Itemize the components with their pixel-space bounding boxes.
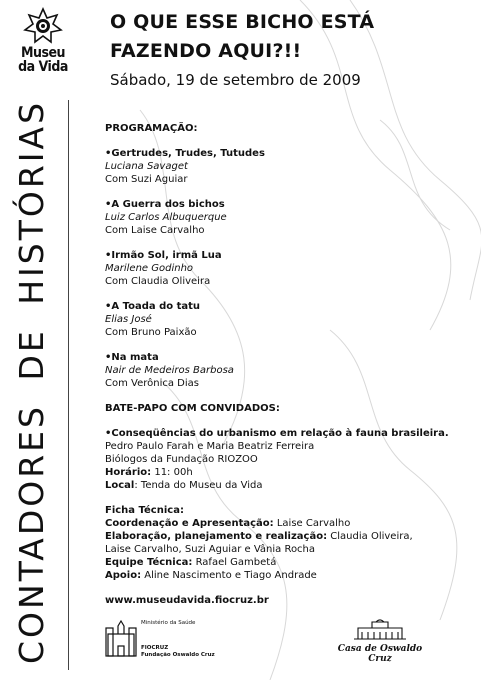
story-title: •A Guerra dos bichos [105,199,225,210]
talk-time [105,466,475,479]
credits-elab [105,530,475,543]
time-value: 11: 00h [151,467,193,478]
credits-support [105,569,475,582]
elab-value: Claudia Oliveira, [327,531,413,542]
talk-guests: Pedro Paulo Farah e Maria Beatriz Ferreira [105,441,315,452]
program-item [105,249,475,288]
fiocruz-label: FIOCRUZ [141,645,169,651]
casa-oswaldo-cruz-building-icon [350,618,410,640]
story-author: Marilene Godinho [105,263,194,274]
elab-label: Elaboração, planejamento e realização: [105,531,328,542]
coord-label: Coordenação e Apresentação: [105,518,274,529]
story-author: Luciana Savaget [105,161,188,172]
team-value: Rafael Gambetá [192,557,277,568]
story-author: Luiz Carlos Albuquerque [105,212,227,223]
program-heading: PROGRAMAÇÃO: [105,123,198,134]
partners-footer [105,618,475,668]
title-line2: FAZENDO AQUI?!! [110,40,302,62]
credits-elab-cont: Laise Carvalho, Suzi Aguiar e Vânia Rocha [105,544,316,555]
program-item [105,351,475,390]
credits-coord [105,517,475,530]
story-teller: Com Verônica Dias [105,378,199,389]
casa-oswaldo-cruz-logo [325,618,435,664]
credits-heading: Ficha Técnica: [105,505,184,516]
story-teller: Com Laise Carvalho [105,225,205,236]
story-title: •Irmão Sol, irmã Lua [105,250,222,261]
ministry-label: Ministério da Saúde [141,620,196,626]
story-author: Elias José [105,314,152,325]
story-title: •A Toada do tatu [105,301,201,312]
place-value: : Tenda do Museu da Vida [134,480,263,491]
casa-label: Casa de Oswaldo Cruz [337,644,423,664]
place-label: Local [105,480,135,491]
credits-team [105,556,475,569]
time-label: Horário: [105,467,152,478]
talk-role: Biólogos da Fundação RIOZOO [105,454,258,465]
program-item [105,198,475,237]
story-teller: Com Bruno Paixão [105,327,197,338]
talk-heading: BATE-PAPO COM CONVIDADOS: [105,403,280,414]
talk-topic: •Conseqüências do urbanismo em relação à fauna brasileira. [105,428,449,439]
title-line1: O QUE ESSE BICHO ESTÁ [110,11,375,33]
talk-place [105,479,475,492]
program-content [105,122,475,607]
program-item [105,147,475,186]
museu-da-vida-logo [8,6,78,86]
vertical-divider [68,100,69,670]
fiocruz-logo [105,618,245,664]
vertical-title: CONTADORES DE HISTÓRIAS [12,99,51,664]
page-title [110,8,470,66]
fiocruz-full-label: Fundação Oswaldo Cruz [141,652,215,658]
logo-name-line1: Museu [20,45,66,61]
coord-value: Laise Carvalho [273,518,351,529]
story-title: •Gertrudes, Trudes, Tutudes [105,148,265,159]
story-teller: Com Claudia Oliveira [105,276,211,287]
fiocruz-castle-icon [105,618,137,658]
vertical-title-container [0,100,64,678]
program-item [105,300,475,339]
support-label: Apoio: [105,570,142,581]
website-link[interactable]: www.museudavida.fiocruz.br [105,595,269,606]
museu-da-vida-flower-icon [23,6,63,46]
story-teller: Com Suzi Aguiar [105,174,188,185]
team-label: Equipe Técnica: [105,557,193,568]
story-title: •Na mata [105,352,159,363]
story-author: Nair de Medeiros Barbosa [105,365,234,376]
event-date: Sábado, 19 de setembro de 2009 [110,71,361,89]
support-value: Aline Nascimento e Tiago Andrade [141,570,317,581]
logo-name-line2: da Vida [18,59,68,75]
